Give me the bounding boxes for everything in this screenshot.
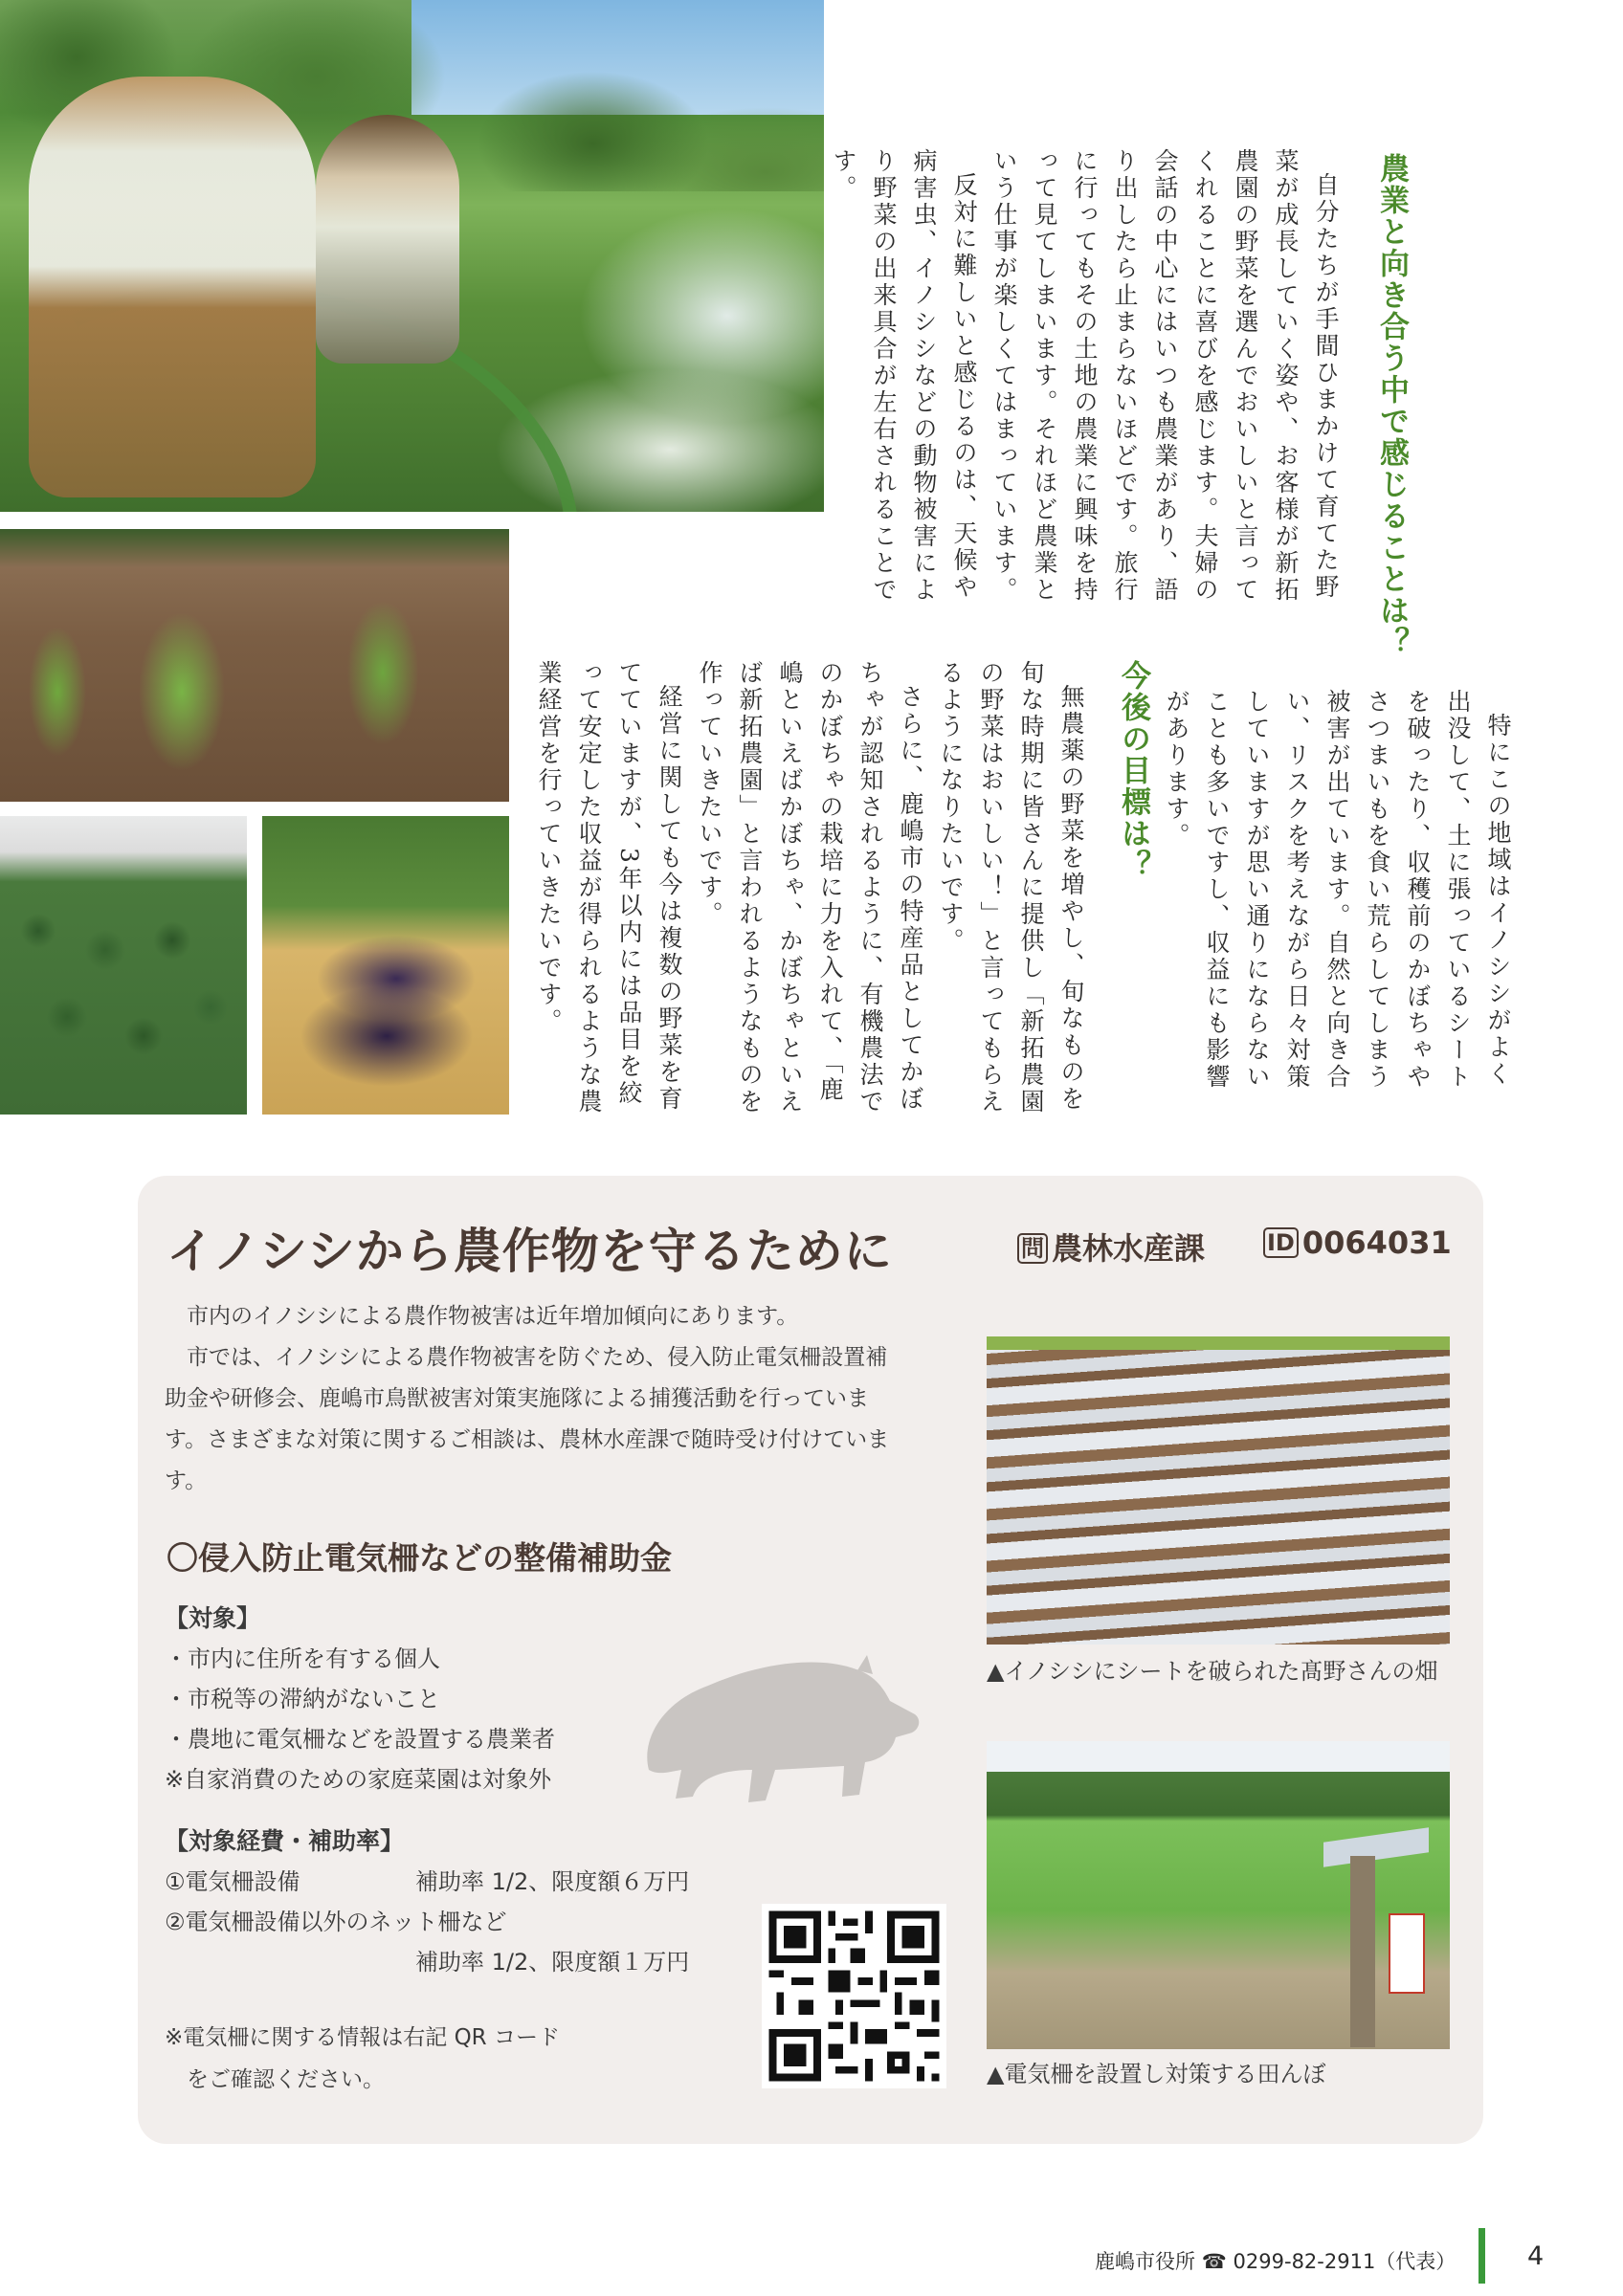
article-paragraph: 特にこの地域はイノシシがよく出没して、土に張っているシートを破ったり、収穫前のかぼちゃやさつまいもを食い荒らしてしまう被害が出ています。自然と向き合い、リスクを考えながら日々対策していますが思い通りにならないことも多いですし、収益にも影響があります。 bbox=[1163, 689, 1512, 1091]
expense-heading: 【対象経費・補助率】 bbox=[165, 1827, 405, 1855]
target-heading: 【対象】 bbox=[165, 1604, 261, 1632]
wild-boar-silhouette-icon bbox=[632, 1626, 928, 1818]
info-intro bbox=[165, 1296, 892, 1502]
expense-row bbox=[165, 1902, 689, 1942]
expense-value: 補助率 1/2、限度額６万円 bbox=[415, 1868, 690, 1895]
pumpkins-photo bbox=[0, 816, 247, 1115]
article-paragraph: 反対に難しいと感じるのは、天候や病害虫、イノシシなどの動物被害により野菜の出来具合が左右されることです。 bbox=[830, 148, 978, 604]
expense-label: ②電気柵設備以外のネット柵など bbox=[165, 1909, 507, 1935]
expense-list bbox=[165, 1862, 689, 1982]
qr-note bbox=[165, 2017, 560, 2101]
info-box-title: イノシシから農作物を守るために bbox=[167, 1224, 893, 1279]
intro-paragraph: 市内のイノシシによる農作物被害は近年増加傾向にあります。 bbox=[187, 1304, 799, 1329]
article-column-3 bbox=[528, 660, 1091, 1119]
target-list bbox=[165, 1639, 555, 1799]
electric-fence-paddy-photo bbox=[987, 1741, 1450, 2049]
article-paragraph: 無農薬の野菜を増やし、旬なものを旬な時期に皆さんに提供し「新拓農園の野菜はおいしい！」と言ってもらえるようになりたいです。 bbox=[937, 660, 1085, 1115]
photo-caption: ▲イノシシにシートを破られた髙野さんの畑 bbox=[987, 1658, 1438, 1685]
page-number: 4 bbox=[1527, 2241, 1545, 2271]
article-column-2 bbox=[1156, 689, 1518, 1110]
note-line: をご確認ください。 bbox=[165, 2067, 385, 2092]
expense-label: ①電気柵設備 bbox=[165, 1868, 300, 1895]
footer-contact bbox=[1095, 2246, 1456, 2275]
expense-value: 補助率 1/2、限度額１万円 bbox=[415, 1949, 690, 1976]
list-item: ※自家消費のための家庭菜園は対象外 bbox=[165, 1766, 552, 1793]
photo-caption: ▲電気柵を設置し対策する田んぼ bbox=[987, 2061, 1326, 2087]
subsidy-heading: 〇侵入防止電気柵などの整備補助金 bbox=[167, 1539, 672, 1577]
damaged-sheet-field-photo bbox=[987, 1336, 1450, 1645]
phone-number: 0299-82-2911（代表） bbox=[1233, 2250, 1456, 2273]
inquiry-icon: 問 bbox=[1017, 1233, 1048, 1264]
article-column-1 bbox=[823, 148, 1345, 607]
carrot-sprouts-photo bbox=[0, 529, 509, 802]
office-name: 鹿嶋市役所 bbox=[1095, 2250, 1195, 2273]
list-item: ・農地に電気柵などを設置する農業者 bbox=[165, 1726, 555, 1753]
expense-row bbox=[165, 1862, 689, 1902]
article-paragraph: さらに、鹿嶋市の特産品としてかぼちゃが認知されるように、有機農法でのかぼちゃの栽培に力を入れて、「鹿嶋といえばかぼちゃ、かぼちゃといえば新拓農園」と言われるようなものを作っていきたいです。 bbox=[696, 660, 924, 1115]
expense-row bbox=[165, 1942, 689, 1982]
expense-label bbox=[165, 1942, 415, 1982]
id-icon: ID bbox=[1263, 1227, 1299, 1258]
qr-code[interactable] bbox=[762, 1904, 946, 2088]
phone-icon: ☎ bbox=[1201, 2250, 1227, 2273]
eggplant-photo bbox=[262, 816, 509, 1115]
intro-paragraph: 市では、イノシシによる農作物被害を防ぐため、侵入防止電気柵設置補助金や研修会、鹿嶋市鳥獣被害対策実施隊による捕獲活動を行っています。さまざまな対策に関するご相談は、農林水産課で随時受け付けています。 bbox=[165, 1345, 890, 1493]
department-name: 農林水産課 bbox=[1052, 1230, 1206, 1267]
article-paragraph: 自分たちが手間ひまかけて育てた野菜が成長していく姿や、お客様が新拓農園の野菜を選んでおいしいと言ってくれることに喜びを感じます。夫婦の会話の中心にはいつも農業があり、語り出したら止まらないほどです。旅行に行ってもその土地の農業に興味を持って見てしまいます。それほど農業という仕事が楽しくてはまっています。 bbox=[990, 148, 1340, 604]
page-id bbox=[1263, 1225, 1452, 1261]
list-item: ・市税等の滞納がないこと bbox=[165, 1686, 440, 1712]
article-heading-2: 今後の目標は？ bbox=[1116, 660, 1150, 881]
couple-farming-photo bbox=[0, 0, 824, 512]
article-heading-1: 農業と向き合う中で感じることは？ bbox=[1374, 153, 1409, 658]
footer-accent-bar bbox=[1478, 2228, 1485, 2284]
article-paragraph: 経営に関しても今は複数の野菜を育てていますが、3年以内には品目を絞って安定した収益が得られるような農業経営を行っていきたいです。 bbox=[535, 660, 683, 1115]
contact-department bbox=[1017, 1225, 1205, 1269]
page-id-value: 0064031 bbox=[1301, 1225, 1452, 1261]
note-line: ※電気柵に関する情報は右記 QR コード bbox=[165, 2025, 560, 2050]
list-item: ・市内に住所を有する個人 bbox=[165, 1645, 440, 1672]
